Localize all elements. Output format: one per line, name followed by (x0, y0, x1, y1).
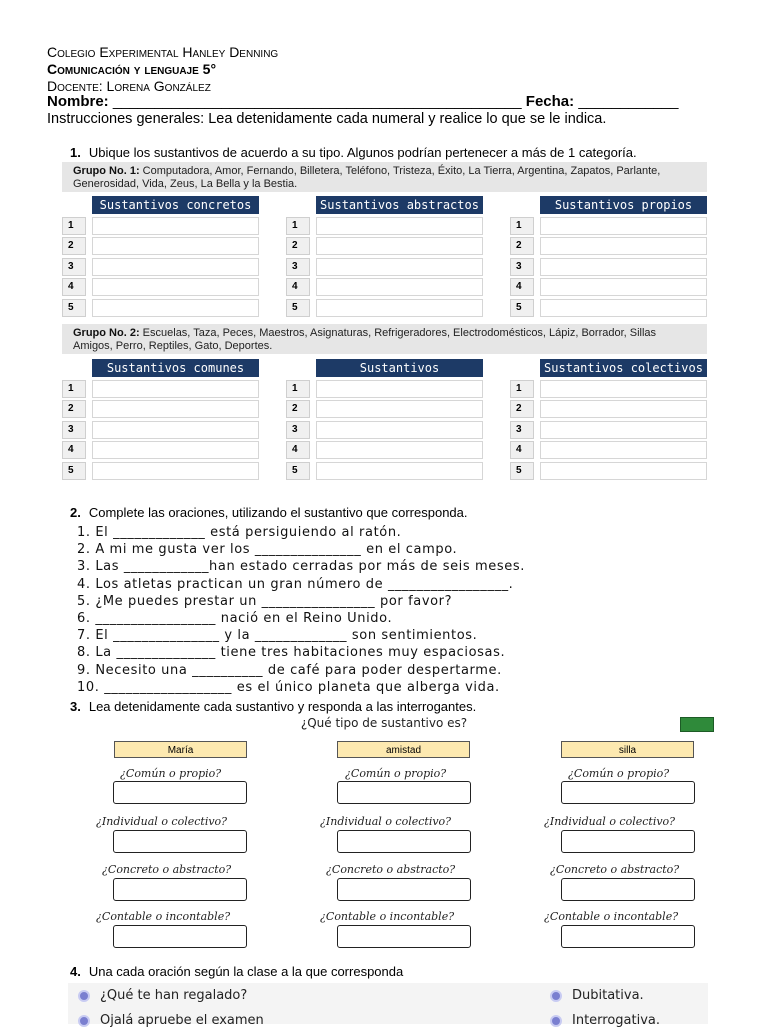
answer-cell[interactable] (540, 462, 707, 480)
sentence[interactable]: 5. ¿Me puedes prestar un ________________ por favor? (77, 594, 453, 609)
table-row: 4 (62, 441, 259, 459)
q3-question: ¿Común o propio? (568, 767, 670, 780)
answer-cell[interactable] (92, 441, 259, 459)
answer-cell[interactable] (540, 278, 707, 296)
question-4-text: Una cada oración según la clase a la que corresponda (88, 964, 404, 979)
column-header: Sustantivos concretos (92, 196, 259, 214)
name-date-line (47, 94, 678, 110)
table-row: 1 (510, 217, 707, 235)
answer-cell[interactable] (540, 441, 707, 459)
table-row: 5 (286, 299, 483, 317)
noun-box: María (114, 741, 247, 758)
question-2-text: Complete las oraciones, utilizando el sustantivo que corresponda. (88, 505, 468, 520)
answer-cell[interactable] (540, 421, 707, 439)
answer-cell[interactable] (92, 299, 259, 317)
table-propios (510, 196, 707, 317)
table-row: 5 (62, 462, 259, 480)
answer-cell[interactable] (540, 400, 707, 418)
answer-cell[interactable] (540, 258, 707, 276)
answer-cell[interactable] (540, 299, 707, 317)
bullet-icon (550, 1015, 562, 1027)
group-1-words (62, 162, 707, 192)
answer-cell[interactable] (316, 217, 483, 235)
answer-cell[interactable] (316, 400, 483, 418)
group-2-label: Grupo No. 2: (73, 327, 140, 339)
table-row: 2 (62, 237, 259, 255)
answer-box[interactable] (561, 830, 695, 853)
school-name: Colegio Experimental Hanley Denning (47, 44, 279, 60)
date-label: Fecha: (525, 93, 575, 110)
question-2: 2. Complete las oraciones, utilizando el sustantivo que corresponda. (70, 505, 468, 520)
answer-cell[interactable] (92, 237, 259, 255)
q4-left-item[interactable]: Ojalá apruebe el examen (78, 1013, 264, 1028)
table-row: 1 (62, 380, 259, 398)
bullet-icon (78, 990, 90, 1002)
question-1: 1. Ubique los sustantivos de acuerdo a su tipo. Algunos podrían pertenecer a más de 1 categoría. (70, 145, 637, 160)
table-row: 3 (286, 258, 483, 276)
column-header: Sustantivos comunes (92, 359, 259, 377)
answer-cell[interactable] (92, 217, 259, 235)
table-row: 5 (62, 299, 259, 317)
answer-box[interactable] (561, 925, 695, 948)
table-row: 3 (62, 258, 259, 276)
sentence[interactable]: 3. Las ____________han estado cerradas por más de seis meses. (77, 559, 525, 574)
sentence[interactable]: 10. __________________ es el único planeta que alberga vida. (77, 680, 500, 695)
table-row: 2 (510, 237, 707, 255)
q3-question: ¿Concreto o abstracto? (102, 863, 232, 876)
table-row: 1 (286, 217, 483, 235)
answer-cell[interactable] (316, 299, 483, 317)
question-3: 3. Lea detenidamente cada sustantivo y responda a las interrogantes. (70, 699, 477, 714)
subject: Comunicación y lenguaje 5° (47, 61, 217, 77)
answer-box[interactable] (337, 878, 471, 901)
table-row: 5 (510, 462, 707, 480)
table-abstractos (286, 196, 483, 317)
answer-cell[interactable] (316, 421, 483, 439)
q3-question: ¿Contable o incontable? (96, 910, 231, 923)
question-4: 4. Una cada oración según la clase a la que corresponda (70, 964, 404, 979)
noun-box: amistad (337, 741, 470, 758)
q3-title: ¿Qué tipo de sustantivo es? (300, 716, 468, 730)
answer-cell[interactable] (92, 258, 259, 276)
answer-box[interactable] (337, 830, 471, 853)
answer-cell[interactable] (92, 380, 259, 398)
answer-cell[interactable] (316, 462, 483, 480)
flag-icon (680, 717, 714, 732)
table-row: 5 (510, 299, 707, 317)
name-label: Nombre: (47, 93, 109, 110)
q4-right-item[interactable]: Dubitativa. (550, 988, 644, 1003)
table-row: 1 (286, 380, 483, 398)
table-individuales (286, 359, 483, 480)
table-row: 3 (62, 421, 259, 439)
answer-cell[interactable] (316, 237, 483, 255)
sentence[interactable]: 8. La ______________ tiene tres habitaciones muy espaciosas. (77, 645, 506, 660)
q3-question: ¿Común o propio? (345, 767, 447, 780)
table-colectivos (510, 359, 707, 480)
table-row: 5 (286, 462, 483, 480)
instructions: Instrucciones generales: Lea detenidamente cada numeral y realice lo que se le indica. (47, 111, 607, 127)
answer-cell[interactable] (316, 380, 483, 398)
answer-cell[interactable] (92, 421, 259, 439)
table-row: 4 (510, 441, 707, 459)
table-row: 4 (510, 278, 707, 296)
table-row: 1 (510, 380, 707, 398)
table-row: 1 (62, 217, 259, 235)
answer-cell[interactable] (540, 217, 707, 235)
table-row: 3 (286, 421, 483, 439)
sentence[interactable]: 2. A mi me gusta ver los _______________ en el campo. (77, 542, 458, 557)
q3-question: ¿Contable o incontable? (320, 910, 455, 923)
noun-box: silla (561, 741, 694, 758)
answer-box[interactable] (561, 781, 695, 804)
group-2-list: Escuelas, Taza, Peces, Maestros, Asignaturas, Refrigeradores, Electrodomésticos, Lápiz, Borrador, Sillas Amigos, Perro, Reptiles, Gato, Deportes. (73, 327, 657, 352)
answer-cell[interactable] (316, 278, 483, 296)
table-comunes (62, 359, 259, 480)
sentence[interactable]: 7. El _______________ y la _____________ son sentimientos. (77, 628, 478, 643)
table-row: 2 (62, 400, 259, 418)
q3-question: ¿Contable o incontable? (544, 910, 679, 923)
column-header: Sustantivos propios (540, 196, 707, 214)
q3-question: ¿Individual o colectivo? (320, 815, 452, 828)
answer-box[interactable] (113, 830, 247, 853)
table-row: 3 (510, 258, 707, 276)
table-row: 4 (62, 278, 259, 296)
question-1-text: Ubique los sustantivos de acuerdo a su tipo. Algunos podrían pertenecer a más de 1 categoría. (88, 145, 637, 160)
q3-question: ¿Común o propio? (120, 767, 222, 780)
answer-cell[interactable] (92, 400, 259, 418)
sentence[interactable]: 6. _________________ nació en el Reino Unido. (77, 611, 393, 626)
answer-box[interactable] (337, 781, 471, 804)
q3-question: ¿Individual o colectivo? (544, 815, 676, 828)
answer-box[interactable] (561, 878, 695, 901)
answer-box[interactable] (113, 925, 247, 948)
question-3-text: Lea detenidamente cada sustantivo y responda a las interrogantes. (88, 699, 477, 714)
q3-question: ¿Concreto o abstracto? (550, 863, 680, 876)
table-row: 4 (286, 278, 483, 296)
answer-cell[interactable] (540, 380, 707, 398)
answer-box[interactable] (113, 878, 247, 901)
teacher: Docente: Lorena González (47, 78, 211, 94)
answer-box[interactable] (113, 781, 247, 804)
q3-question: ¿Individual o colectivo? (96, 815, 228, 828)
q4-right-item[interactable]: Interrogativa. (550, 1013, 660, 1028)
group-1-list: Computadora, Amor, Fernando, Billetera, Teléfono, Tristeza, Éxito, La Tierra, Argentina, Zapatos, Parlante, Generosidad, Vida, Zeus, La Bella y la Bestia. (73, 165, 661, 190)
sentence[interactable]: 4. Los atletas practican un gran número de _________________. (77, 577, 514, 592)
column-header: Sustantivos (316, 359, 483, 377)
q3-question: ¿Concreto o abstracto? (326, 863, 456, 876)
sentence[interactable]: 9. Necesito una __________ de café para poder despertarme. (77, 663, 502, 678)
table-row: 2 (286, 237, 483, 255)
answer-box[interactable] (337, 925, 471, 948)
column-header: Sustantivos abstractos (316, 196, 483, 214)
answer-cell[interactable] (316, 258, 483, 276)
table-row: 4 (286, 441, 483, 459)
name-field[interactable]: _________________________________________________ (112, 93, 522, 110)
answer-cell[interactable] (92, 462, 259, 480)
table-row: 2 (510, 400, 707, 418)
group-2-words (62, 324, 707, 354)
answer-cell[interactable] (92, 278, 259, 296)
answer-cell[interactable] (540, 237, 707, 255)
sentence[interactable]: 1. El _____________ está persiguiendo al ratón. (77, 525, 402, 540)
date-field[interactable]: ____________ (578, 93, 679, 110)
q4-left-item[interactable]: ¿Qué te han regalado? (78, 988, 247, 1003)
answer-cell[interactable] (316, 441, 483, 459)
table-row: 3 (510, 421, 707, 439)
table-concretos (62, 196, 259, 317)
bullet-icon (550, 990, 562, 1002)
column-header: Sustantivos colectivos (540, 359, 707, 377)
group-1-label: Grupo No. 1: (73, 165, 140, 177)
bullet-icon (78, 1015, 90, 1027)
table-row: 2 (286, 400, 483, 418)
